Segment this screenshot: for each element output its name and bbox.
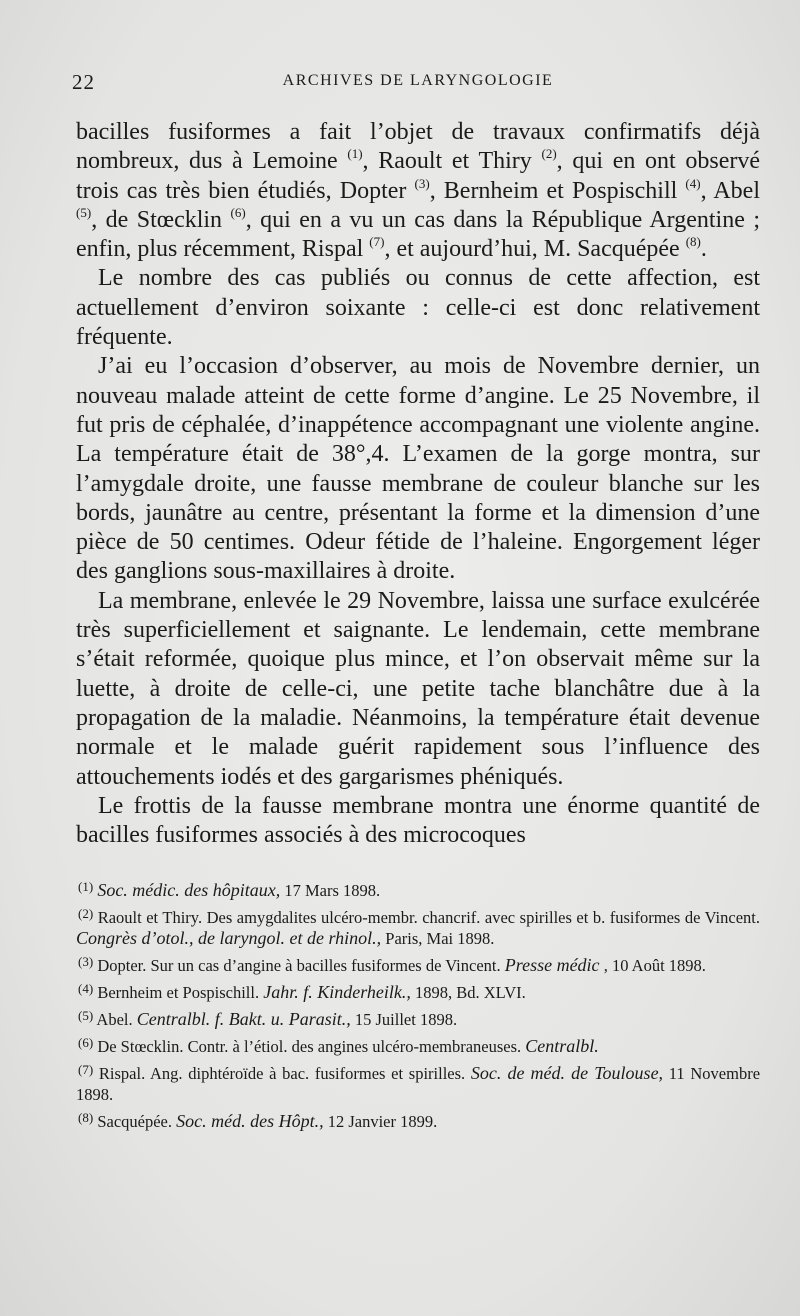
text-run: 12 Janvier 1899. [323,1112,438,1132]
italic-title: Soc. méd. des Hôpt., [176,1111,324,1132]
text-run: . [700,236,707,263]
main-text [76,118,760,850]
footnote-reference-number: 4 [689,175,697,191]
footnote-reference-number: 1 [351,146,359,162]
text-run: 11 Novembre 1898. [76,1064,761,1105]
footnote [76,1063,760,1105]
footnote [76,1009,760,1030]
footnote [76,1111,760,1132]
footnote-marker: (7) [78,1062,94,1078]
italic-title: Presse médic [504,955,600,976]
page-number: 22 [72,70,95,94]
text-run: Abel. [96,1010,137,1030]
footnote-number: 1 [82,879,89,895]
text-run: Raoult et Thiry. Des amygdalites ulcéro-membr. chancrif. avec spirilles et b. fusiformes de Vincent. [97,908,761,928]
text-run: La membrane, enlevée le 29 Novembre, laissa une surface exulcérée très superficiellement et saignante. Le lendemain, cette membrane s’était reformée, quoique plus mince, et l’on observait même sur la luette, à droite de celle-ci, une petite tache blanchâtre due à la propagation de la maladie. Néanmoins, la température était devenue normale et le malade guérit rapidement sous l’influence des attouchements iodés et des gargarismes phéniqués. [76,587,760,790]
text-run: De Stœcklin. Contr. à l’étiol. des angines ulcéro-membraneuses. [97,1037,526,1057]
text-run: , qui en ont observé trois cas très bien étudiés, Dopter [76,148,761,204]
footnote-number: 8 [82,1110,89,1126]
footnote-reference: (5) [76,204,92,220]
footnote-reference-number: 2 [545,146,553,162]
footnote-number: 6 [82,1035,89,1051]
footnote-number: 4 [82,981,89,997]
footnote [76,1036,760,1057]
footnote-number: 5 [82,1008,89,1024]
footnote-marker: (2) [78,906,94,922]
footnotes [76,880,760,1132]
footnote-reference: (3) [414,175,430,191]
footnote-marker: (3) [78,954,94,970]
footnote [76,907,760,949]
italic-title: Jahr. f. Kinderheilk., [263,982,411,1003]
text-run: , Bernheim et Pospischill [429,177,686,204]
footnote-marker: (8) [78,1110,94,1126]
footnote-reference: (6) [230,204,246,220]
footnote-marker: (5) [78,1008,94,1024]
paragraph [76,118,760,264]
italic-title: Centralbl. [525,1036,599,1057]
text-run: , qui en a vu un cas dans la République Argentine ; enfin, plus récemment, Rispal [76,206,760,263]
text-run: Dopter. Sur un cas d’angine à bacilles fusiformes de Vincent. [97,956,505,976]
text-run: 17 Mars 1898. [280,881,381,901]
italic-title: Congrès d’otol., de laryngol. et de rhinol., [76,928,382,949]
paragraph [76,792,760,851]
footnote [76,982,760,1003]
footnote-number: 7 [82,1062,89,1078]
journal-title: ARCHIVES DE LARYNGOLOGIE [282,72,554,89]
text-run: Sacquépée. [97,1112,177,1132]
text-run: J’ai eu l’occasion d’observer, au mois de Novembre dernier, un nouveau malade atteint de cette forme d’angine. Le 25 Novembre, il fut pris de céphalée, d’inappétence accompagnant une violente angine. La température était de 38°,4. L’examen de la gorge montra, sur l’amygdale droite, une fausse membrane de couleur blanche sur les bords, jaunâtre au centre, présentant la forme et la dimension d’une pièce de 50 centimes. Odeur fétide de l’haleine. Engorgement léger des ganglions sous-maxillaires à droite. [76,353,760,585]
text-run: , de Stœcklin [91,206,231,233]
footnote-reference: (1) [347,146,363,162]
text-run: , Abel [700,177,761,204]
footnote-marker: (4) [78,981,94,997]
italic-title: Soc. médic. des hôpitaux, [97,880,281,901]
footnote-reference: (7) [369,234,385,250]
paragraph [76,264,760,352]
italic-title: Soc. de méd. de Toulouse, [470,1063,664,1084]
footnote-reference-number: 3 [418,175,426,191]
text-run: Rispal. Ang. diphtéroïde à bac. fusiformes et spirilles. [98,1064,471,1084]
running-header [72,62,760,98]
footnote-reference-number: 5 [80,204,87,220]
footnote-reference-number: 7 [373,234,381,250]
footnote-marker: (6) [78,1035,94,1051]
footnote-reference: (2) [541,146,557,162]
text-run: bacilles fusiformes a fait l’objet de travaux confirmatifs déjà nombreux, dus à Lemoine [76,119,760,175]
footnote-reference-number: 6 [234,204,242,220]
footnote-reference-number: 8 [690,234,697,250]
footnote-number: 3 [82,954,89,970]
text-run: , et aujourd’hui, M. Sacquépée [384,236,686,263]
text-run: , Raoult et Thiry [362,148,542,175]
paragraph [76,352,760,586]
footnote-marker: (1) [78,879,94,895]
footnote-reference: (4) [685,175,701,191]
text-run: Paris, Mai 1898. [381,929,495,949]
italic-title: Centralbl. f. Bakt. u. Parasit., [136,1009,351,1030]
footnote-reference: (8) [685,234,701,250]
text-run: Bernheim et Pospischill. [97,983,264,1003]
text-run: 1898, Bd. XLVI. [410,983,526,1003]
paragraph [76,587,760,792]
text-run: Le frottis de la fausse membrane montra une énorme quantité de bacilles fusiformes associés à des microcoques [76,792,760,849]
text-run: , 10 Août 1898. [599,956,706,976]
text-run: 15 Juillet 1898. [350,1010,458,1030]
text-run: Le nombre des cas publiés ou connus de cette affection, est actuellement d’environ soixante : celle-ci est donc relativement fréquente. [76,265,760,351]
footnote [76,955,760,976]
footnote [76,880,760,901]
footnote-number: 2 [82,906,89,922]
